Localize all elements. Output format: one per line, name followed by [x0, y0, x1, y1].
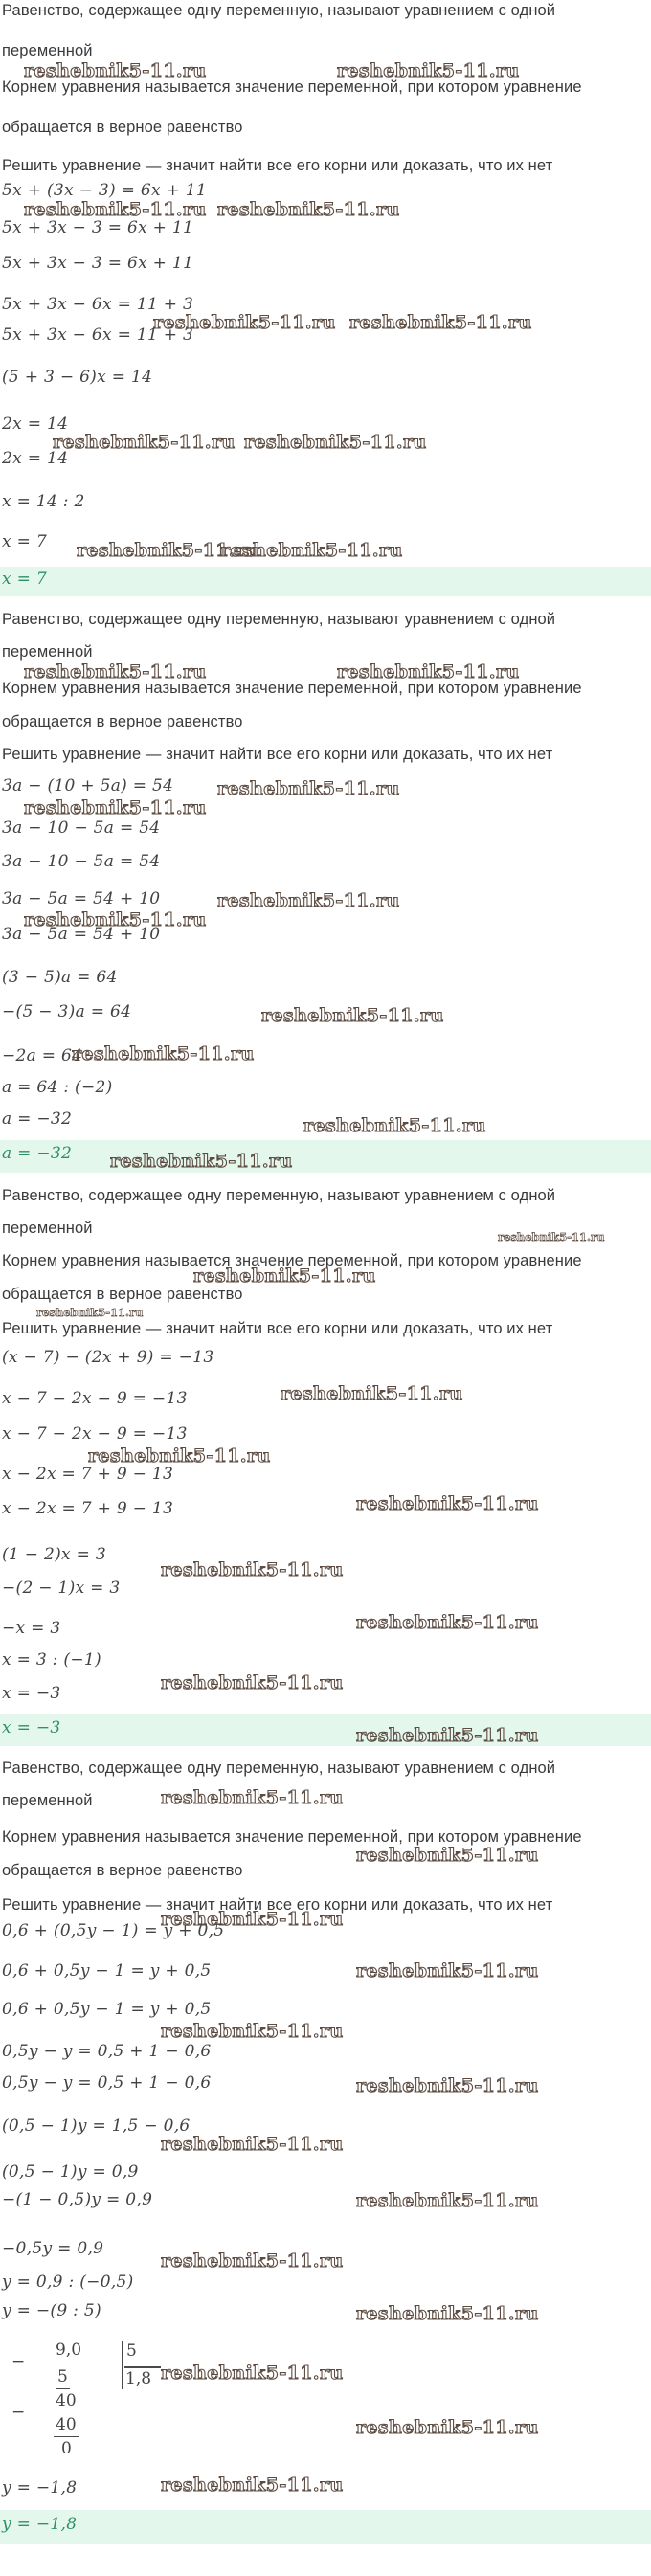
answer-highlight	[0, 1140, 651, 1173]
watermark: reshebnik5-11.ru	[356, 1725, 539, 1746]
watermark: reshebnik5-11.ru	[337, 661, 520, 683]
watermark-small: reshebnik5-11.ru	[498, 1230, 605, 1243]
theory-paragraph: Решить уравнение — значит найти все его корни или доказать, что их нет	[2, 746, 553, 763]
watermark: reshebnik5-11.ru	[161, 1787, 344, 1808]
watermark: reshebnik5-11.ru	[356, 1960, 539, 1982]
equation-line: 5x + 3x − 6x = 11 + 3	[2, 295, 194, 314]
watermark: reshebnik5-11.ru	[220, 540, 403, 561]
equation-line: y = 0,9 : (−0,5)	[2, 2273, 134, 2292]
watermark: reshebnik5-11.ru	[244, 432, 427, 453]
watermark: reshebnik5-11.ru	[53, 432, 236, 453]
watermark: reshebnik5-11.ru	[337, 60, 520, 81]
long-division-digits: 5	[126, 2341, 137, 2361]
equation-line: −2a = 64	[2, 1046, 83, 1065]
watermark: reshebnik5-11.ru	[24, 199, 207, 220]
equation-line: 3a − (10 + 5a) = 54	[2, 776, 174, 795]
theory-paragraph: переменной	[2, 1220, 93, 1237]
equation-line: 0,5y − y = 0,5 + 1 − 0,6	[2, 2073, 212, 2093]
theory-paragraph: обращается в верное равенство	[2, 1286, 243, 1303]
theory-paragraph: Решить уравнение — значит найти все его корни или доказать, что их нет	[2, 157, 553, 174]
equation-line: (3 − 5)a = 64	[2, 968, 118, 987]
long-division-quotient-line	[124, 2366, 161, 2368]
theory-paragraph: Равенство, содержащее одну переменную, называют уравнением с одной	[2, 611, 556, 628]
watermark: reshebnik5-11.ru	[161, 1559, 344, 1580]
equation-line: x = 7	[2, 532, 47, 551]
watermark: reshebnik5-11.ru	[217, 199, 400, 220]
equation-line: x = 14 : 2	[2, 492, 85, 511]
equation-line: 2x = 14	[2, 449, 69, 468]
equation-line: 3a − 5a = 54 + 10	[2, 925, 161, 944]
theory-paragraph: обращается в верное равенство	[2, 119, 243, 136]
answer-text: a = −32	[2, 1144, 73, 1163]
watermark: reshebnik5-11.ru	[24, 797, 207, 818]
equation-line: x = −3	[2, 1684, 61, 1703]
equation-line: y = −(9 : 5)	[2, 2301, 101, 2320]
equation-line: −(1 − 0,5)y = 0,9	[2, 2190, 153, 2209]
long-division-underlined-digits: 5	[56, 2368, 70, 2389]
equation-line: 3a − 5a = 54 + 10	[2, 889, 161, 908]
theory-paragraph: переменной	[2, 643, 93, 661]
theory-paragraph: переменной	[2, 1792, 93, 1809]
watermark: reshebnik5-11.ru	[356, 1493, 539, 1514]
watermark: reshebnik5-11.ru	[161, 2134, 344, 2155]
watermark: reshebnik5-11.ru	[356, 1845, 539, 1866]
long-division-digits: −	[11, 2352, 26, 2371]
theory-paragraph: Корнем уравнения называется значение переменной, при котором уравнение	[2, 78, 582, 96]
watermark: reshebnik5-11.ru	[217, 890, 400, 911]
equation-line: x − 7 − 2x − 9 = −13	[2, 1424, 188, 1444]
equation-line: −(2 − 1)x = 3	[2, 1579, 121, 1598]
theory-paragraph: переменной	[2, 42, 93, 59]
equation-line: −0,5y = 0,9	[2, 2239, 104, 2258]
equation-line: a = 64 : (−2)	[2, 1078, 113, 1097]
equation-line: 5x + 3x − 3 = 6x + 11	[2, 254, 194, 273]
equation-line: a = −32	[2, 1109, 73, 1129]
watermark: reshebnik5-11.ru	[161, 1909, 344, 1930]
equation-line: x = 3 : (−1)	[2, 1650, 101, 1669]
watermark: reshebnik5-11.ru	[161, 2363, 344, 2384]
long-division-digits: 9,0	[56, 2341, 82, 2360]
watermark: reshebnik5-11.ru	[72, 1043, 255, 1064]
watermark-small: reshebnik5-11.ru	[36, 1306, 144, 1319]
watermark: reshebnik5-11.ru	[303, 1115, 486, 1136]
equation-line: (0,5 − 1)y = 1,5 − 0,6	[2, 2117, 191, 2136]
equation-line: x − 2x = 7 + 9 − 13	[2, 1499, 174, 1518]
equation-line: (x − 7) − (2x + 9) = −13	[2, 1348, 214, 1367]
equation-line: 3a − 10 − 5a = 54	[2, 852, 161, 871]
watermark: reshebnik5-11.ru	[24, 60, 207, 81]
long-division-digits: −	[11, 2403, 26, 2422]
theory-paragraph: Равенство, содержащее одну переменную, называют уравнением с одной	[2, 1187, 556, 1204]
equation-line: −(5 − 3)a = 64	[2, 1002, 132, 1021]
answer-text: x = −3	[2, 1718, 61, 1737]
watermark: reshebnik5-11.ru	[193, 1266, 376, 1287]
theory-paragraph: Корнем уравнения называется значение переменной, при котором уравнение	[2, 1828, 582, 1846]
watermark: reshebnik5-11.ru	[24, 661, 207, 683]
watermark: reshebnik5-11.ru	[110, 1151, 293, 1172]
answer-highlight	[0, 567, 651, 596]
equation-line: (5 + 3 − 6)x = 14	[2, 368, 153, 387]
watermark: reshebnik5-11.ru	[88, 1445, 271, 1467]
equation-line: x − 7 − 2x − 9 = −13	[2, 1389, 188, 1408]
watermark: reshebnik5-11.ru	[356, 2417, 539, 2438]
equation-line: 5x + 3x − 6x = 11 + 3	[2, 325, 194, 345]
watermark: reshebnik5-11.ru	[356, 2075, 539, 2096]
equation-line: (0,5 − 1)y = 0,9	[2, 2162, 139, 2182]
equation-line: 0,6 + 0,5y − 1 = y + 0,5	[2, 2000, 212, 2019]
long-division-digits: 1,8	[125, 2369, 152, 2388]
watermark: reshebnik5-11.ru	[161, 2251, 344, 2272]
watermark: reshebnik5-11.ru	[261, 1005, 444, 1026]
watermark: reshebnik5-11.ru	[281, 1383, 463, 1404]
equation-line: 5x + (3x − 3) = 6x + 11	[2, 181, 208, 200]
equation-line: 0,6 + 0,5y − 1 = y + 0,5	[2, 1961, 212, 1981]
equation-line: 5x + 3x − 3 = 6x + 11	[2, 218, 194, 237]
watermark: reshebnik5-11.ru	[356, 2190, 539, 2211]
theory-paragraph: Корнем уравнения называется значение переменной, при котором уравнение	[2, 1252, 582, 1269]
long-division-digits: 0	[61, 2439, 72, 2458]
theory-paragraph: Решить уравнение — значит найти все его корни или доказать, что их нет	[2, 1896, 553, 1914]
long-division-digits: 40	[56, 2391, 77, 2410]
theory-paragraph: Равенство, содержащее одну переменную, называют уравнением с одной	[2, 2, 556, 19]
watermark: reshebnik5-11.ru	[356, 1612, 539, 1633]
watermark: reshebnik5-11.ru	[161, 1672, 344, 1693]
watermark: reshebnik5-11.ru	[77, 540, 259, 561]
theory-paragraph: обращается в верное равенство	[2, 713, 243, 730]
watermark: reshebnik5-11.ru	[356, 2303, 539, 2324]
answer-highlight	[0, 2510, 651, 2544]
long-division-underlined-digits: 40	[54, 2416, 79, 2437]
watermark: reshebnik5-11.ru	[24, 909, 207, 930]
equation-line: y = −1,8	[2, 2478, 78, 2498]
equation-line: 3a − 10 − 5a = 54	[2, 818, 161, 838]
long-division-vertical-bar	[122, 2341, 123, 2389]
theory-paragraph: Равенство, содержащее одну переменную, называют уравнением с одной	[2, 1759, 556, 1777]
watermark: reshebnik5-11.ru	[153, 312, 336, 333]
watermark: reshebnik5-11.ru	[217, 778, 400, 799]
watermark: reshebnik5-11.ru	[349, 312, 532, 333]
theory-paragraph: Корнем уравнения называется значение переменной, при котором уравнение	[2, 680, 582, 697]
watermark: reshebnik5-11.ru	[161, 2475, 344, 2496]
answer-text: y = −1,8	[2, 2515, 78, 2534]
equation-line: (1 − 2)x = 3	[2, 1545, 107, 1564]
theory-paragraph: Решить уравнение — значит найти все его корни или доказать, что их нет	[2, 1320, 553, 1337]
equation-line: 0,5y − y = 0,5 + 1 − 0,6	[2, 2042, 212, 2061]
answer-text: x = 7	[2, 570, 47, 589]
watermark: reshebnik5-11.ru	[161, 2021, 344, 2042]
answer-highlight	[0, 1714, 651, 1746]
equation-line: 2x = 14	[2, 414, 69, 434]
equation-line: x − 2x = 7 + 9 − 13	[2, 1465, 174, 1484]
theory-paragraph: обращается в верное равенство	[2, 1862, 243, 1879]
equation-line: 0,6 + (0,5y − 1) = y + 0,5	[2, 1921, 225, 1940]
equation-line: −x = 3	[2, 1619, 61, 1638]
